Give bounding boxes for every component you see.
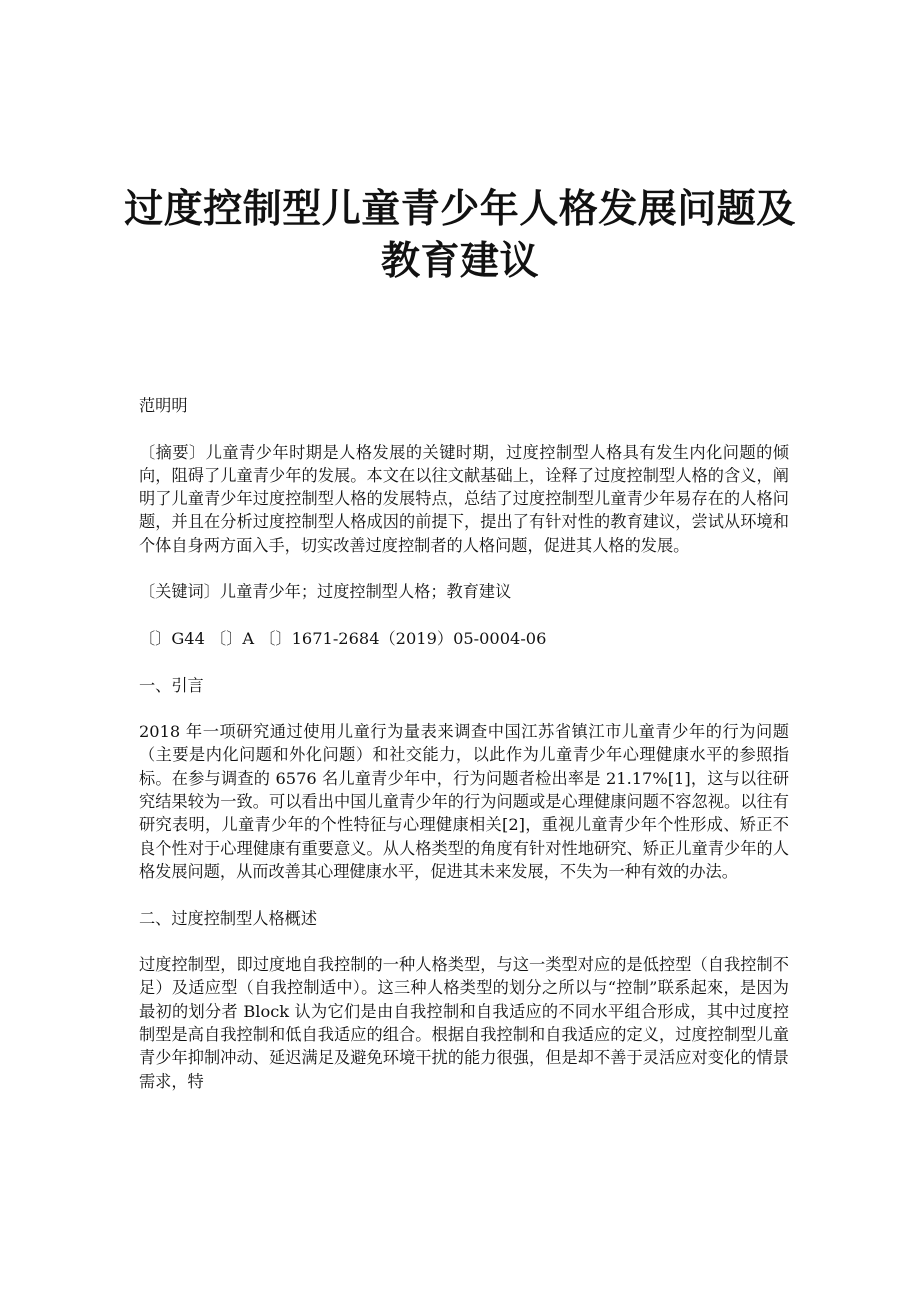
article-title [80,184,840,288]
title-line-1: 过度控制型儿童青少年人格发展问题及 [124,187,796,232]
abstract-paragraph: 〔摘要〕儿童青少年时期是人格发展的关键时期，过度控制型人格具有发生内化问题的倾向，阻碍了儿童青少年的发展。本文在以往文献基础上，诠释了过度控制型人格的含义，阐明了儿童青少年过度控制型人格的发展特点，总结了过度控制型儿童青少年易存在的人格问题，并且在分析过度控制型人格成因的前提下，提出了有针对性的教育建议，尝试从环境和个体自身两方面入手，切实改善过度控制者的人格问题，促进其人格的发展。 [139,442,789,555]
keywords-line: 〔关键词〕儿童青少年；过度控制型人格；教育建议 [139,582,512,602]
section-1-paragraph: 2018 年一项研究通过使用儿童行为量表来调查中国江苏省镇江市儿童青少年的行为问题（主要是内化问题和外化问题）和社交能力，以此作为儿童青少年心理健康水平的参照指标。在参与调查的 6576 名儿童青少年中，行为问题者检出率是 21.17%[1]，这与以往研究结果较为一致。可以看出中国儿童青少年的行为问题或是心理健康问题不容忽视。以往有研究表明，儿童青少年的个性特征与心理健康相关[2]，重视儿童青少年个性形成、矫正不良个性对于心理健康有重要意义。从人格类型的角度有针对性地研究、矫正儿童青少年的人格发展问题，从而改善其心理健康水平，促进其未来发展，不失为一种有效的办法。 [139,722,789,881]
section-1-heading: 一、引言 [139,675,204,695]
article-body [139,394,789,1116]
classification-line: 〔〕G44 〔〕A 〔〕1671-2684（2019）05-0004-06 [139,628,547,648]
section-2-paragraph: 过度控制型，即过度地自我控制的一种人格类型，与这一类型对应的是低控型（自我控制不足）及适应型（自我控制适中）。这三种人格类型的划分之所以与“控制”联系起來，是因为最初的划分者 Block 认为它们是由自我控制和自我适应的不同水平组合形成，其中过度控制型是高自我控制和低自我适应的组合。根据自我控制和自我适应的定义，过度控制型儿童青少年抑制冲动、延迟满足及避免环境干扰的能力很强，但是却不善于灵活应对变化的情景需求，特 [139,955,789,1091]
section-2-heading: 二、过度控制型人格概述 [139,908,318,928]
title-line-2: 教育建议 [380,239,539,284]
author-name: 范明明 [139,396,188,415]
